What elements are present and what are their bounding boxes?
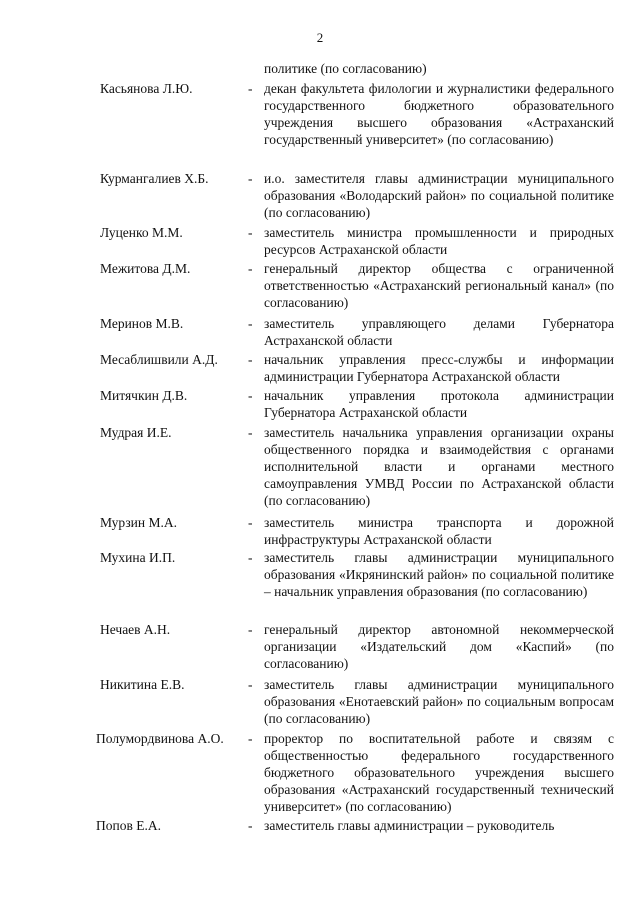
member-dash: - <box>248 818 253 833</box>
member-dash: - <box>248 550 253 565</box>
member-description: генеральный директор общества с ограниченной ответственностью «Астраханский региональный канал» (по согласованию) <box>264 261 614 310</box>
member-name: Полумордвинова А.О. <box>96 731 224 746</box>
member-description: заместитель министра промышленности и природных ресурсов Астраханской области <box>264 225 614 257</box>
member-name: Попов Е.А. <box>96 818 161 833</box>
member-description: проректор по воспитательной работе и связям с общественностью федерального государственного бюджетного образовательного учреждения высшего образования «Астраханский государственный технический университет» (по согласованию) <box>264 731 614 814</box>
member-dash: - <box>248 388 253 403</box>
member-dash: - <box>248 316 253 331</box>
member-name: Мухина И.П. <box>100 550 176 565</box>
member-description: генеральный директор автономной некоммерческой организации «Издательский дом «Каспий» (по согласованию) <box>264 622 614 671</box>
member-dash: - <box>248 622 253 637</box>
member-name: Мудрая И.Е. <box>100 425 172 440</box>
member-name: Никитина Е.В. <box>100 677 185 692</box>
member-dash: - <box>248 731 253 746</box>
member-description: начальник управления пресс-службы и информации администрации Губернатора Астраханской области <box>264 352 614 384</box>
member-name: Меринов М.В. <box>100 316 184 331</box>
member-dash: - <box>248 352 253 367</box>
member-name: Мурзин М.А. <box>100 515 177 530</box>
member-dash: - <box>248 515 253 530</box>
member-dash: - <box>248 81 253 96</box>
member-description: начальник управления протокола администрации Губернатора Астраханской области <box>264 388 614 420</box>
member-name: Луценко М.М. <box>100 225 183 240</box>
member-name: Митячкин Д.В. <box>100 388 188 403</box>
member-description: заместитель начальника управления организации охраны общественного порядка и взаимодействия с органами исполнительной власти и органами местного самоуправления УМВД России по Астраханской области (по согласованию) <box>264 425 614 508</box>
member-dash: - <box>248 677 253 692</box>
member-description: и.о. заместителя главы администрации муниципального образования «Володарский район» по социальной политике (по согласованию) <box>264 171 614 220</box>
member-name: Касьянова Л.Ю. <box>100 81 193 96</box>
continuation-text: политике (по согласованию) <box>264 61 427 76</box>
member-description: декан факультета филологии и журналистики федерального государственного бюджетного образовательного учреждения высшего образования «Астраханский государственный университет» (по согласованию) <box>264 81 614 147</box>
member-description: заместитель главы администрации муниципального образования «Икрянинский район» по социальной политике – начальник управления образования (по согласованию) <box>264 550 614 599</box>
member-description: заместитель главы администрации – руководитель <box>264 818 555 833</box>
member-dash: - <box>248 225 253 240</box>
member-dash: - <box>248 171 253 186</box>
member-name: Курмангалиев Х.Б. <box>100 171 209 186</box>
member-description: заместитель управляющего делами Губернатора Астраханской области <box>264 316 614 348</box>
page-number: 2 <box>316 30 324 45</box>
member-name: Межитова Д.М. <box>100 261 191 276</box>
member-name: Месаблишвили А.Д. <box>100 352 218 367</box>
member-name: Нечаев А.Н. <box>100 622 171 637</box>
member-dash: - <box>248 261 253 276</box>
member-description: заместитель министра транспорта и дорожной инфраструктуры Астраханской области <box>264 515 614 547</box>
member-dash: - <box>248 425 253 440</box>
member-description: заместитель главы администрации муниципального образования «Енотаевский район» по социальным вопросам (по согласованию) <box>264 677 614 726</box>
